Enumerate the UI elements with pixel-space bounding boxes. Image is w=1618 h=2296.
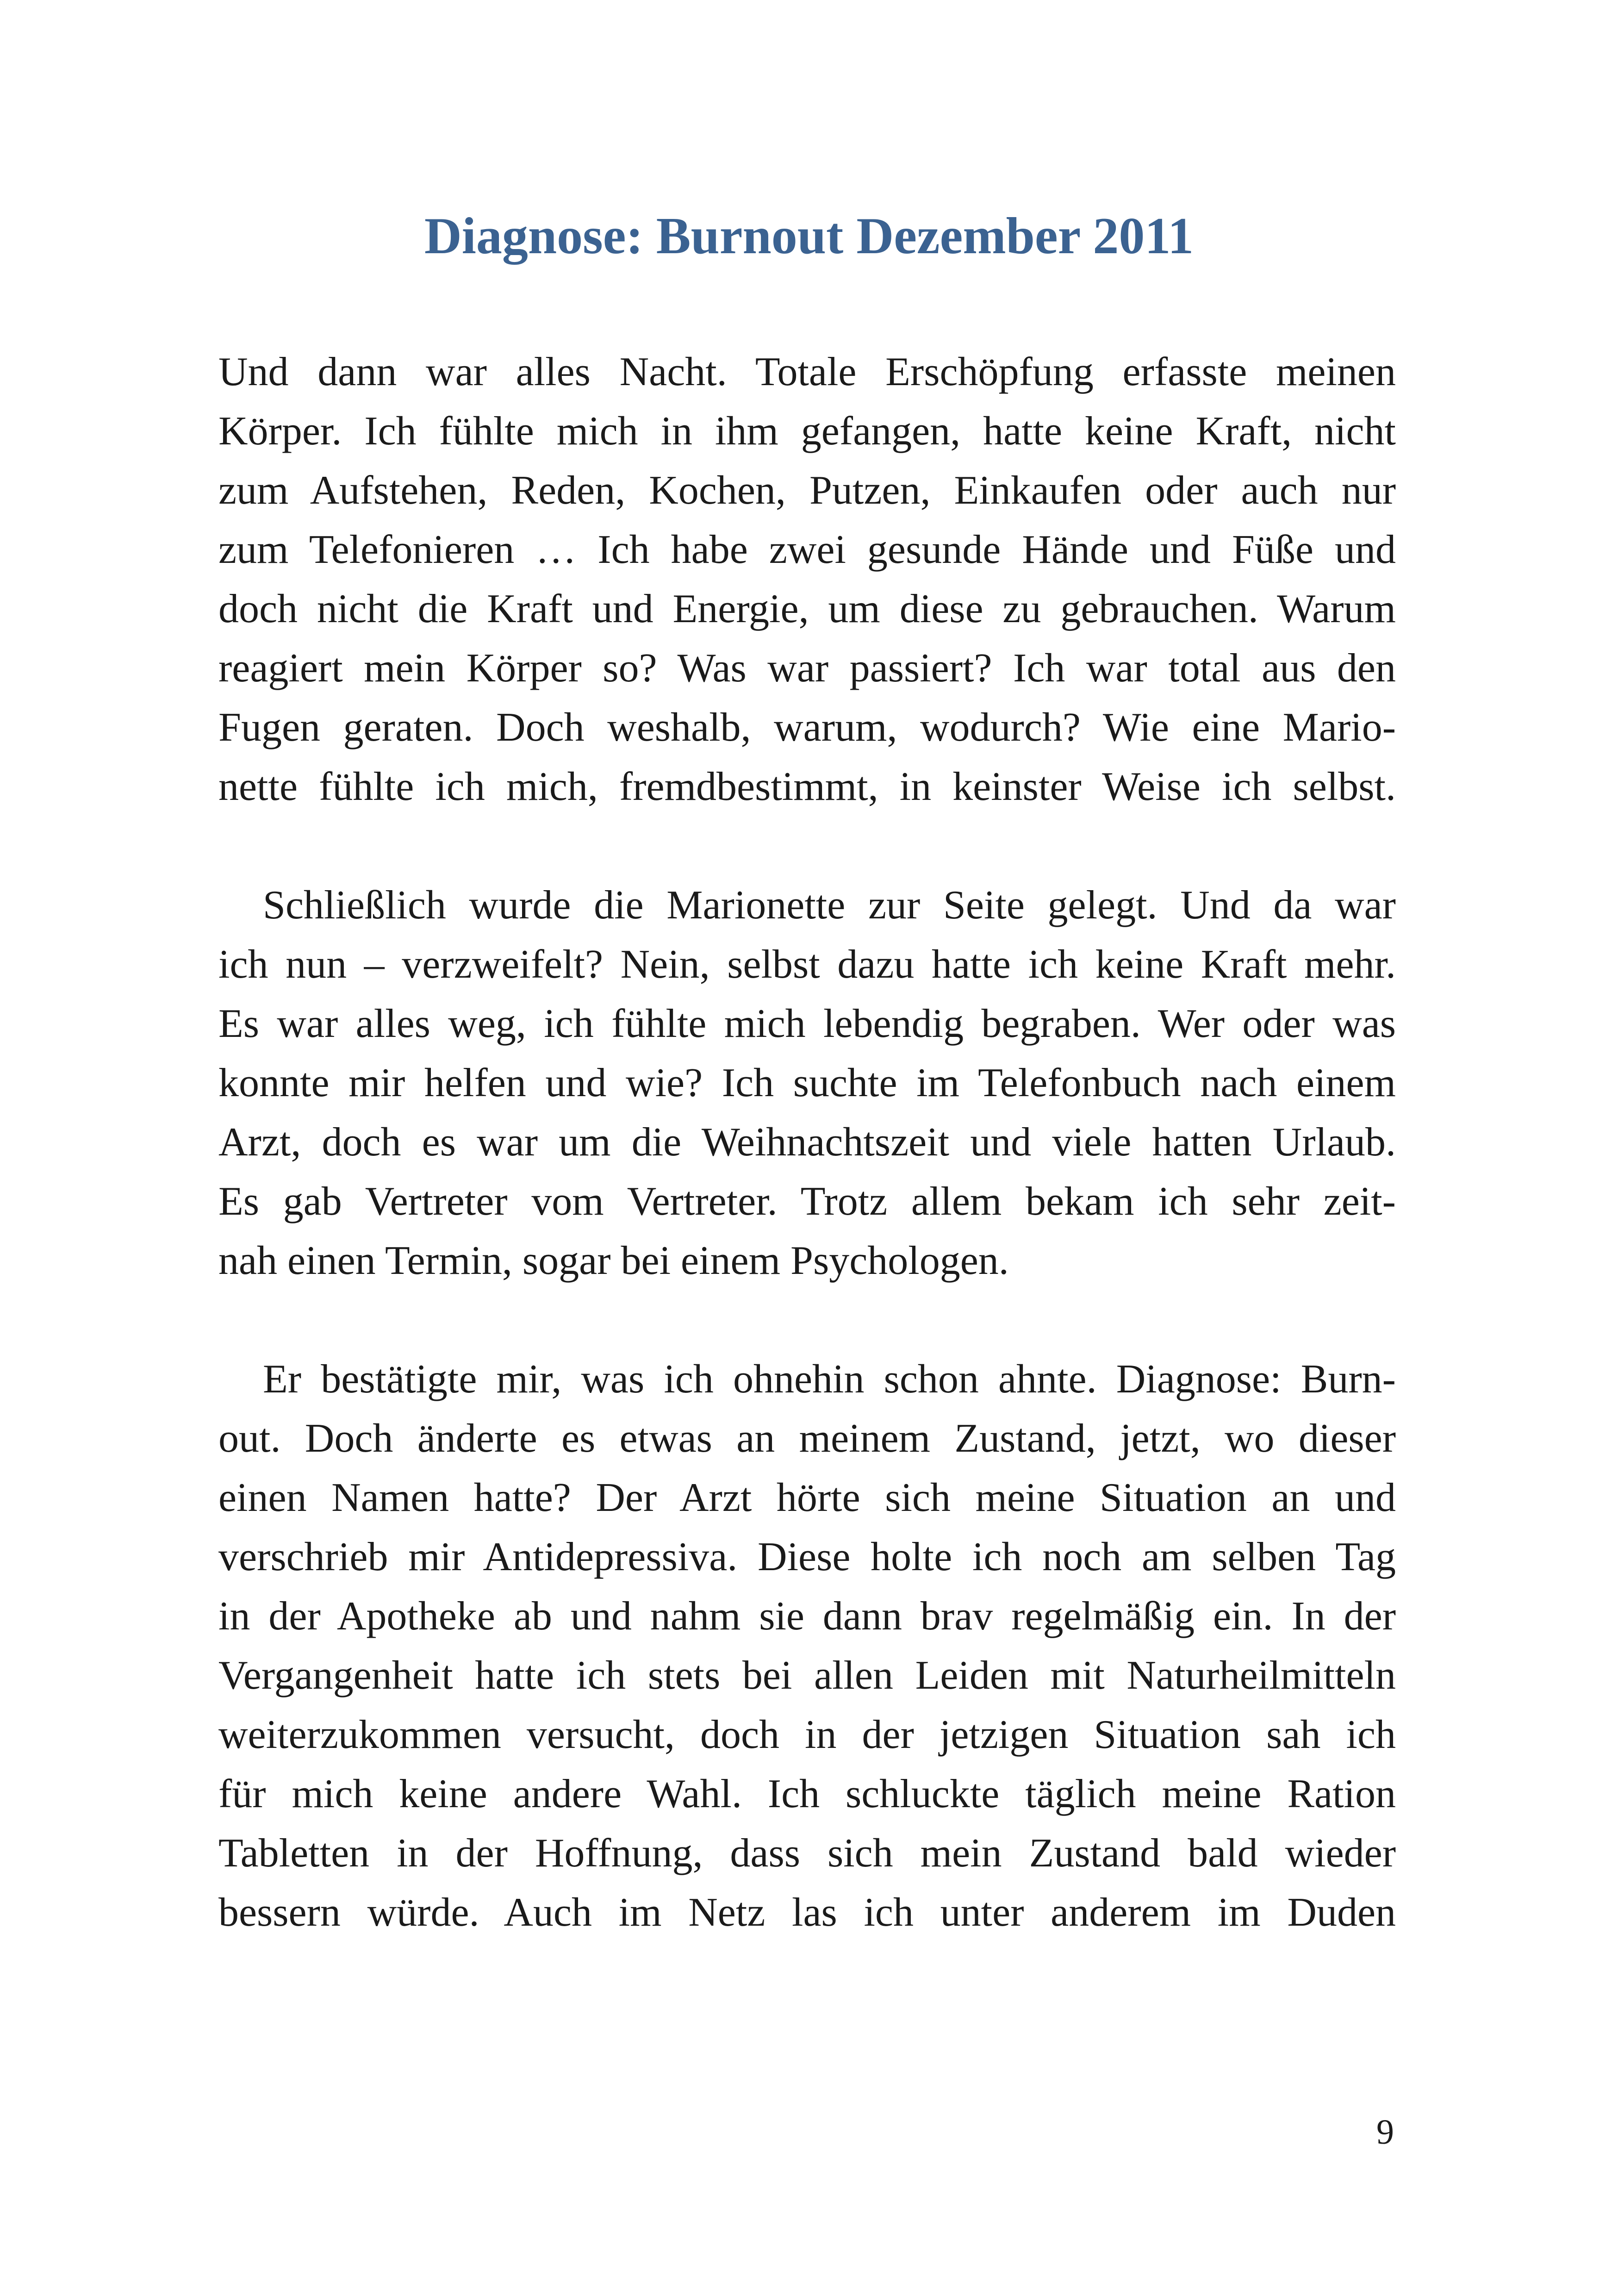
text-line: Es war alles weg, ich fühlte mich lebendig begraben. Wer oder was [218, 1001, 1396, 1046]
text-line: für mich keine andere Wahl. Ich schluckte täglich meine Ration [218, 1772, 1396, 1816]
text-line: Er bestätigte mir, was ich ohnehin schon ahnte. Diagnose: Burn- [263, 1357, 1396, 1402]
text-line: zum Telefonieren … Ich habe zwei gesunde Hände und Füße und [218, 527, 1396, 572]
text-line: nette fühlte ich mich, fremdbestimmt, in keinster Weise ich selbst. [218, 764, 1396, 809]
text-line: Tabletten in der Hoffnung, dass sich mein Zustand bald wieder [218, 1831, 1396, 1876]
text-line: Fugen geraten. Doch weshalb, warum, wodurch? Wie eine Mario- [218, 705, 1396, 750]
text-line: bessern würde. Auch im Netz las ich unter anderem im Duden [218, 1890, 1396, 1935]
text-line: einen Namen hatte? Der Arzt hörte sich meine Situation an und [218, 1475, 1396, 1520]
text-line: Schließlich wurde die Marionette zur Seite gelegt. Und da war [263, 883, 1396, 928]
paragraph-1 [218, 343, 1396, 817]
text-line: konnte mir helfen und wie? Ich suchte im Telefonbuch nach einem [218, 1061, 1396, 1105]
chapter-title: Diagnose: Burnout Dezember 2011 [424, 207, 1194, 265]
paragraph-2 [218, 876, 1396, 1291]
body-text [218, 343, 1396, 1942]
paragraph-3 [218, 1350, 1396, 1942]
text-line: reagiert mein Körper so? Was war passiert? Ich war total aus den [218, 646, 1396, 691]
text-line: weiterzukommen versucht, doch in der jetzigen Situation sah ich [218, 1712, 1396, 1757]
text-line: ich nun – verzweifelt? Nein, selbst dazu hatte ich keine Kraft mehr. [218, 942, 1396, 987]
text-line: in der Apotheke ab und nahm sie dann brav regelmäßig ein. In der [218, 1594, 1396, 1639]
text-line: Und dann war alles Nacht. Totale Erschöpfung erfasste meinen [218, 349, 1396, 394]
text-line: out. Doch änderte es etwas an meinem Zustand, jetzt, wo dieser [218, 1416, 1396, 1461]
text-line: doch nicht die Kraft und Energie, um diese zu gebrauchen. Warum [218, 586, 1396, 631]
text-line: zum Aufstehen, Reden, Kochen, Putzen, Einkaufen oder auch nur [218, 468, 1396, 513]
text-line: Körper. Ich fühlte mich in ihm gefangen, hatte keine Kraft, nicht [218, 409, 1396, 454]
page-number: 9 [1376, 2113, 1394, 2152]
text-line: Arzt, doch es war um die Weihnachtszeit und viele hatten Urlaub. [218, 1120, 1396, 1165]
text-line: verschrieb mir Antidepressiva. Diese holte ich noch am selben Tag [218, 1535, 1396, 1579]
text-line: nah einen Termin, sogar bei einem Psychologen. [218, 1238, 1009, 1283]
text-line: Vergangenheit hatte ich stets bei allen Leiden mit Naturheilmitteln [218, 1653, 1396, 1698]
text-line: Es gab Vertreter vom Vertreter. Trotz allem bekam ich sehr zeit- [218, 1179, 1396, 1224]
